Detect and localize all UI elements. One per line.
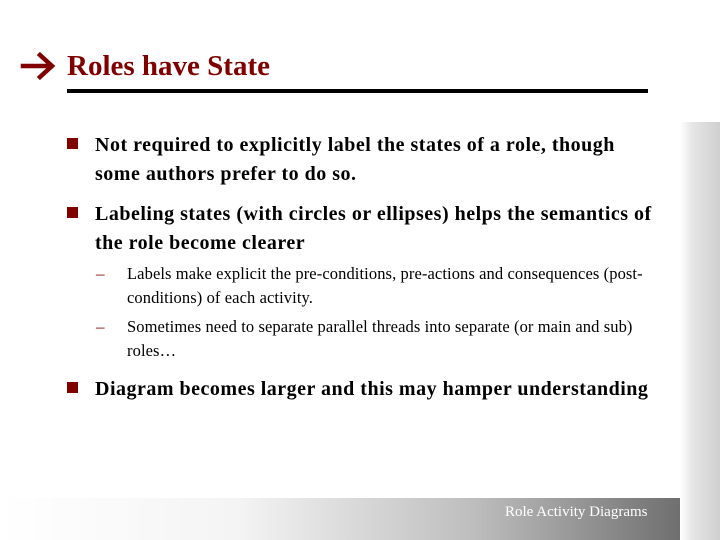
sub-bullet-item <box>96 262 666 310</box>
bullet-text: Not required to explicitly label the states of a role, though some authors prefer to do so. <box>95 134 615 185</box>
square-bullet-icon <box>67 207 78 218</box>
dash-marker: – <box>96 317 105 336</box>
footer-title: Role Activity Diagrams <box>505 504 648 520</box>
bullet-text: Labeling states (with circles or ellipses) helps the semantics of the role become clearer <box>95 203 652 254</box>
square-bullet-icon <box>67 382 78 393</box>
square-bullet-icon <box>67 138 78 149</box>
bullet-item <box>67 131 657 189</box>
sub-bullet-item <box>96 315 666 363</box>
bullet-text: Diagram becomes larger and this may hamper understanding <box>95 378 649 400</box>
sub-bullet-text: Labels make explicit the pre-conditions, pre-actions and consequences (post-conditions) of each activity. <box>127 264 643 307</box>
title-underline <box>67 89 648 93</box>
bullet-item <box>67 200 657 258</box>
sub-bullet-text: Sometimes need to separate parallel threads into separate (or main and sub) roles… <box>127 317 633 360</box>
dash-marker: – <box>96 264 105 283</box>
right-arrow-icon <box>20 51 58 81</box>
right-gradient-shade <box>680 122 720 540</box>
slide-title: Roles have State <box>67 50 270 82</box>
bullet-item <box>67 375 657 404</box>
